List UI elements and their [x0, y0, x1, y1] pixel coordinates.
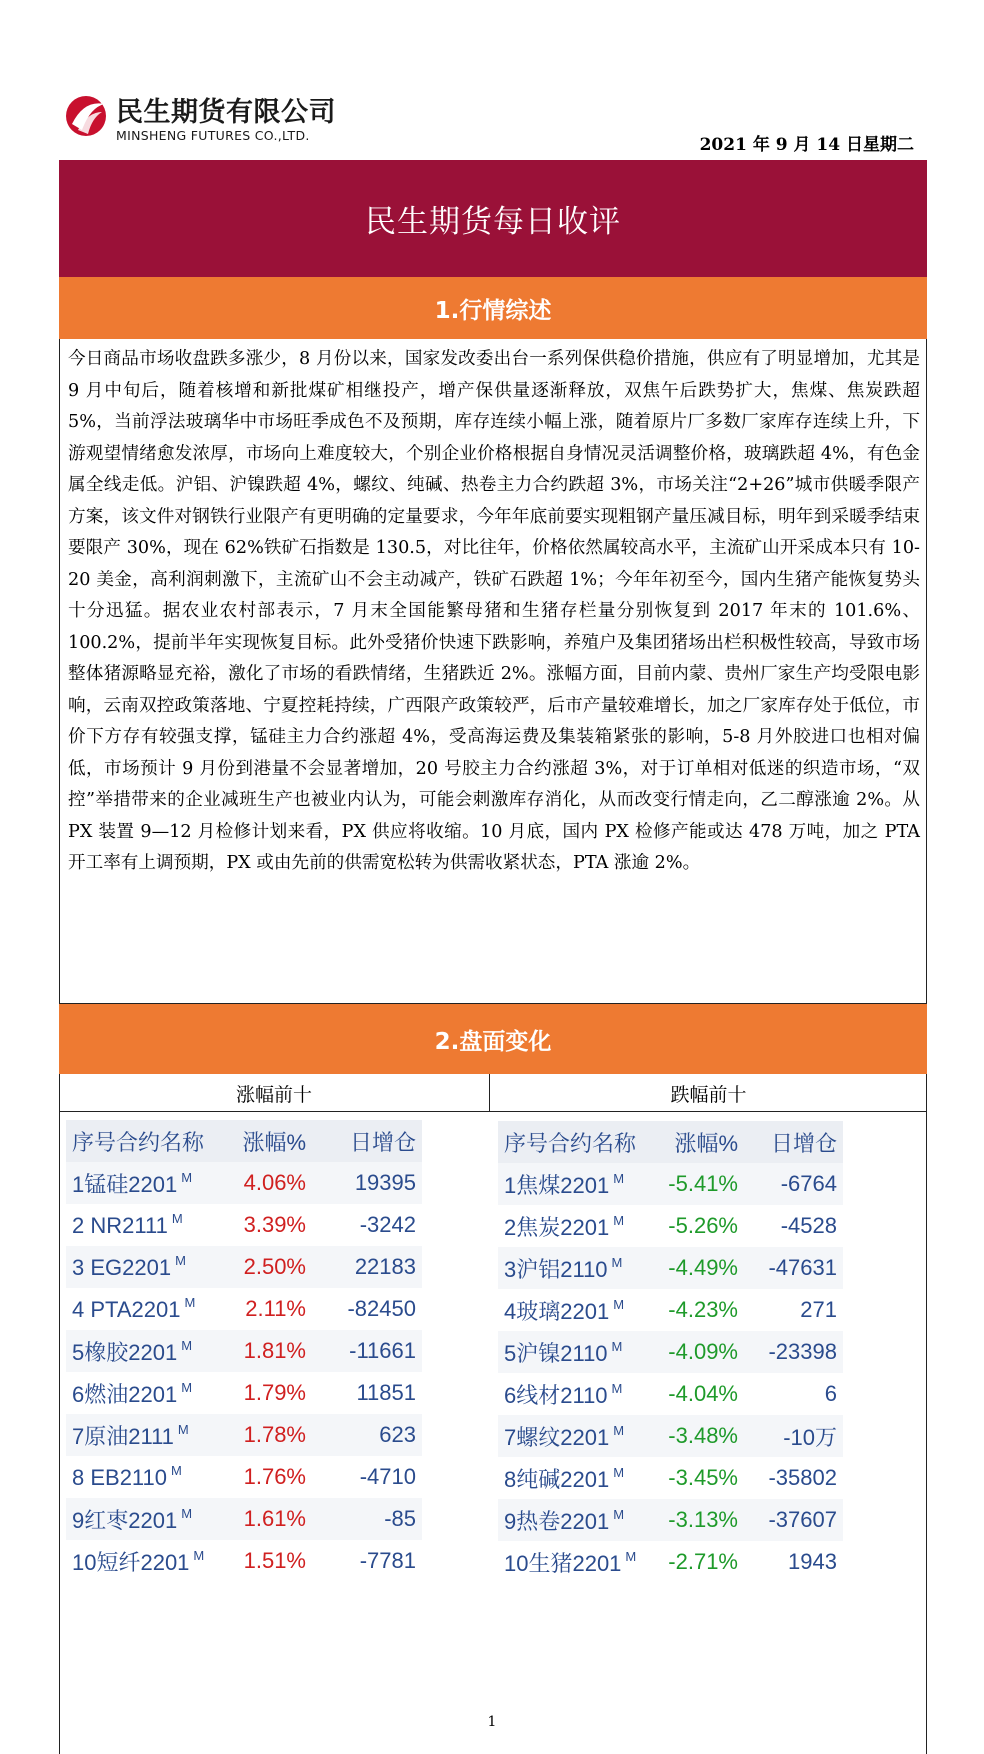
main-contract-mark: M [181, 1379, 193, 1395]
table-row [498, 1415, 843, 1457]
table-row [498, 1205, 843, 1247]
table-row [66, 1498, 422, 1540]
change-pct: -2.71% [668, 1549, 738, 1574]
main-contract-mark: M [613, 1212, 625, 1228]
report-title-band [59, 160, 927, 277]
minsheng-logo-icon [64, 90, 108, 142]
open-interest-change: 11851 [356, 1380, 416, 1405]
change-pct: 1.79% [243, 1380, 306, 1405]
open-interest-change: 22183 [354, 1254, 416, 1279]
contract-name: 5橡胶2201 $^M$ [72, 1337, 193, 1365]
open-interest-change: 6 [824, 1381, 837, 1406]
contract-name: 2焦炭2201 $^M$ [504, 1212, 625, 1240]
open-interest-change: -23398 [768, 1339, 837, 1364]
section-2-heading: 2.盘面变化 [434, 1028, 552, 1055]
report-title: 民生期货每日收评 [365, 204, 621, 240]
open-interest-change: -35802 [768, 1465, 837, 1490]
contract-name: 3 EG2201 $^M$ [72, 1253, 186, 1280]
report-date: 2021 年 9 月 14 日星期二 [699, 135, 914, 155]
main-contract-mark: M [611, 1338, 623, 1354]
open-interest-change: 19395 [354, 1170, 416, 1195]
change-pct: 1.51% [243, 1548, 306, 1573]
contract-name: 9热卷2201 $^M$ [504, 1506, 625, 1534]
main-contract-mark: M [611, 1380, 623, 1396]
table-row [66, 1456, 422, 1498]
open-interest-change: -4528 [780, 1213, 837, 1238]
contract-name: 2 NR2111 $^M$ [72, 1211, 183, 1238]
table-row [498, 1247, 843, 1289]
header-open-interest: 日增仓 [349, 1129, 416, 1155]
losers-title: 跌幅前十 [670, 1084, 747, 1106]
open-interest-change: 623 [379, 1422, 416, 1447]
open-interest-change: -11661 [349, 1338, 416, 1363]
contract-name: 4玻璃2201 $^M$ [504, 1296, 625, 1324]
main-contract-mark: M [611, 1254, 623, 1270]
section-1-heading: 1.行情综述 [434, 297, 552, 324]
contract-name: 1锰硅2201 $^M$ [72, 1169, 193, 1197]
change-pct: 1.76% [243, 1464, 306, 1489]
open-interest-change: -82450 [347, 1296, 416, 1321]
main-contract-mark: M [175, 1253, 186, 1268]
main-contract-mark: M [181, 1337, 193, 1353]
change-pct: -5.41% [668, 1171, 738, 1196]
change-pct: 1.81% [243, 1338, 306, 1363]
change-pct: 2.11% [245, 1296, 306, 1321]
change-pct: 1.61% [243, 1506, 306, 1531]
main-contract-mark: M [613, 1506, 625, 1522]
contract-name: 7螺纹2201 $^M$ [504, 1422, 625, 1450]
main-contract-mark: M [625, 1548, 637, 1564]
table-row [66, 1162, 422, 1204]
main-contract-mark: M [613, 1296, 625, 1312]
change-pct: 4.06% [243, 1170, 306, 1195]
open-interest-change: -47631 [768, 1255, 837, 1280]
change-pct: -3.48% [668, 1423, 738, 1448]
change-pct: -4.49% [668, 1255, 738, 1280]
change-pct: 2.50% [243, 1254, 306, 1279]
main-contract-mark: M [613, 1170, 625, 1186]
header-contract: 序号合约名称 [72, 1129, 205, 1155]
main-contract-mark: M [171, 1211, 183, 1226]
table-row [66, 1204, 422, 1246]
open-interest-change: -6764 [780, 1171, 837, 1196]
main-contract-mark: M [181, 1505, 193, 1521]
main-contract-mark: M [613, 1464, 625, 1480]
change-pct: -4.23% [668, 1297, 738, 1322]
section-1-header [59, 277, 927, 339]
main-contract-mark: M [181, 1169, 193, 1185]
open-interest-change: -10万 [783, 1424, 837, 1450]
open-interest-change: 271 [800, 1297, 837, 1322]
company-logo [64, 88, 364, 150]
column-head-divider [59, 1111, 927, 1112]
open-interest-change: -3242 [359, 1212, 416, 1237]
change-pct: -3.13% [668, 1507, 738, 1532]
table-row [498, 1373, 843, 1415]
change-pct: -4.09% [668, 1339, 738, 1364]
open-interest-change: -7781 [359, 1548, 416, 1573]
table-row [498, 1163, 843, 1205]
contract-name: 6燃油2201 $^M$ [72, 1379, 193, 1407]
losers-table [498, 1121, 843, 1583]
table-row [66, 1330, 422, 1372]
table-row [498, 1331, 843, 1373]
section-2-header [59, 1004, 927, 1074]
contract-name: 1焦煤2201 $^M$ [504, 1170, 625, 1198]
contract-name: 4 PTA2201 $^M$ [72, 1295, 196, 1322]
gainers-table [66, 1120, 422, 1582]
table-row [498, 1541, 843, 1583]
market-summary-text: 今日商品市场收盘跌多涨少，8 月份以来，国家发改委出台一系列保供稳价措施，供应有了明显增加，尤其是 9 月中旬后，随着核增和新批煤矿相继投产，增产保供量逐渐释放，双焦午后跌势扩大，焦煤、焦炭跌超 5%，当前浮法玻璃华中市场旺季成色不及预期，库存连续小幅上涨，随着原片厂多数厂家库存连续上升，下游观望情绪愈发浓厚，市场向上难度较大，个别企业价格根据自身情况灵活调整价格，玻璃跌超 4%，有色金属全线走低。沪铝、沪镍跌超 4%，螺纹、纯碱、热卷主力合约跌超 3%，市场关注“2+26”城市供暖季限产方案，该文件对钢铁行业限产有更明确的定量要求，今年年底前要实现粗钢产量压减目标，明年到采暖季结束要限产 30%，现在 62%铁矿石指数是 130.5，对比往年，价格依然属较高水平，主流矿山开采成本只有 10-20 美金，高利润刺激下，主流矿山不会主动减产，铁矿石跌超 1%；今年年初至今，国内生猪产能恢复势头十分迅猛。据农业农村部表示，7 月末全国能繁母猪和生猪存栏量分别恢复到 2017 年末的 101.6%、100.2%，提前半年实现恢复目标。此外受猪价快速下跌影响，养殖户及集团猪场出栏积极性较高，导致市场整体猪源略显充裕，激化了市场的看跌情绪，生猪跌近 2%。涨幅方面，目前内蒙、贵州厂家生产均受限电影响，云南双控政策落地、宁夏控耗持续，广西限产政策较严，后市产量较难增长，加之厂家库存处于低位，市价下方存有较强支撑，锰硅主力合约涨超 4%，受高海运费及集装箱紧张的影响，5-8 月外胶进口也相对偏低，市场预计 9 月份到港量不会显著增加，20 号胶主力合约涨超 3%，对于订单相对低迷的织造市场，“双控”举措带来的企业减班生产也被业内认为，可能会刺激库存消化，从而改变行情走向，乙二醇涨逾 2%。从 PX 装置 9—12 月检修计划来看，PX 供应将收缩。10 月底，国内 PX 检修产能或达 478 万吨，加之 PTA 开工率有上调预期，PX 或由先前的供需宽松转为供需收紧状态，PTA 涨逾 2%。 [68, 349, 920, 873]
table-row [66, 1246, 422, 1288]
contract-name: 3沪铝2110 $^M$ [504, 1254, 623, 1282]
change-pct: -3.45% [668, 1465, 738, 1490]
company-name-cn: 民生期货有限公司 [116, 97, 336, 128]
table-row [66, 1414, 422, 1456]
table-row [498, 1289, 843, 1331]
change-pct: -4.04% [668, 1381, 738, 1406]
open-interest-change: -37607 [768, 1507, 837, 1532]
open-interest-change: -4710 [359, 1464, 416, 1489]
contract-name: 9红枣2201 $^M$ [72, 1505, 193, 1533]
table-header [498, 1121, 843, 1163]
open-interest-change: 1943 [788, 1549, 837, 1574]
contract-name: 5沪镍2110 $^M$ [504, 1338, 623, 1366]
header-open-interest: 日增仓 [770, 1130, 837, 1156]
main-contract-mark: M [177, 1421, 189, 1437]
contract-name: 8纯碱2201 $^M$ [504, 1464, 625, 1492]
main-contract-mark: M [184, 1295, 196, 1310]
table-row [66, 1372, 422, 1414]
contract-name: 7原油2111 $^M$ [72, 1421, 189, 1449]
contract-name: 8 EB2110 $^M$ [72, 1463, 182, 1490]
main-contract-mark: M [193, 1547, 205, 1563]
contract-name: 10短纤2201 $^M$ [72, 1547, 205, 1575]
company-name-en: MINSHENG FUTURES CO.,LTD. [116, 128, 310, 143]
main-contract-mark: M [613, 1422, 625, 1438]
table-row [66, 1540, 422, 1582]
open-interest-change: -85 [384, 1506, 416, 1531]
change-pct: -5.26% [668, 1213, 738, 1238]
header-contract: 序号合约名称 [504, 1130, 637, 1156]
table-row [498, 1499, 843, 1541]
header-change-pct: 涨幅% [242, 1129, 306, 1155]
page-number: 1 [487, 1714, 497, 1730]
contract-name: 10生猪2201 $^M$ [504, 1548, 637, 1576]
change-pct: 1.78% [243, 1422, 306, 1447]
table-row [66, 1288, 422, 1330]
change-pct: 3.39% [243, 1212, 306, 1237]
contract-name: 6线材2110 $^M$ [504, 1380, 623, 1408]
table-header [66, 1120, 422, 1162]
gainers-title: 涨幅前十 [235, 1084, 312, 1106]
main-contract-mark: M [171, 1463, 182, 1478]
header-change-pct: 涨幅% [674, 1130, 738, 1156]
table-row [498, 1457, 843, 1499]
